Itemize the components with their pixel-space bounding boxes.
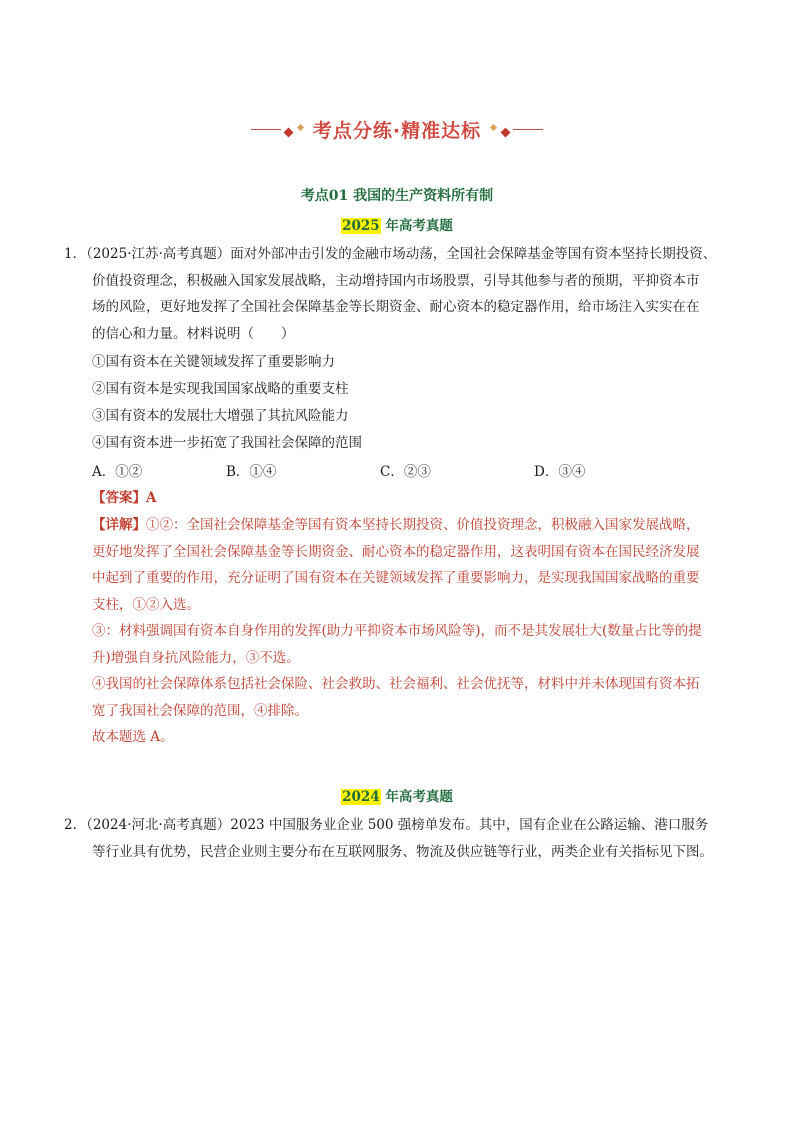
year-suffix: 年高考真题 (380, 218, 453, 234)
year-suffix: 年高考真题 (380, 789, 453, 805)
question-1-line-4: 的信心和力量。材料说明（ ） (92, 325, 295, 342)
answer-line (92, 485, 156, 511)
year-label-2024 (0, 785, 794, 805)
question-number: 1． (64, 246, 87, 262)
year-highlight: 2025 (342, 218, 380, 234)
year-label-2025 (0, 214, 794, 234)
section-banner (0, 112, 794, 146)
question-1-line-1: 1．（2025·江苏·高考真题）面对外部冲击引发的金融市场动荡，全国社会保障基金等国有资本坚持长期投资、 (64, 246, 717, 262)
option-2: ②国有资本是实现我国国家战略的重要支柱 (92, 381, 349, 397)
question-number: 2． (64, 817, 87, 833)
banner-right-line (513, 129, 543, 130)
answer-value: A (146, 490, 157, 506)
detail-line-1: 【详解】①②：全国社会保障基金等国有资本坚持长期投资、价值投资理念，积极融入国家发展战略， (92, 517, 700, 533)
detail-line-5: ③：材料强调国有资本自身作用的发挥(助力平抑资本市场风险等)，而不是其发展壮大(数量占比等的提 (92, 623, 702, 639)
detail-line-2: 更好地发挥了全国社会保障基金等长期资金、耐心资本的稳定器作用，这表明国有资本在国民经济发展 (92, 543, 700, 560)
section-title: 考点01 我国的生产资料所有制 (300, 188, 494, 204)
banner-title: 考点分练·精准达标 (312, 119, 482, 142)
year-highlight: 2024 (342, 789, 380, 805)
question-2-line-1: 2．（2024·河北·高考真题）2023 中国服务业企业 500 强榜单发布。其中，国有企业在公路运输、港口服务 (64, 817, 709, 833)
choice-d[interactable]: D．③④ (534, 464, 586, 480)
choice-a[interactable]: A．①② (92, 464, 143, 480)
option-1: ①国有资本在关键领域发挥了重要影响力 (92, 354, 335, 370)
banner-left-line (251, 129, 281, 130)
option-3: ③国有资本的发展壮大增强了其抗风险能力 (92, 408, 349, 424)
detail-conclusion: 故本题选 A。 (92, 729, 174, 745)
option-4: ④国有资本进一步拓宽了我国社会保障的范围 (92, 435, 362, 451)
detail-label: 【详解】 (92, 517, 146, 533)
question-2-line-2: 等行业具有优势，民营企业则主要分布在互联网服务、物流及供应链等行业，两类企业有关指标见下图。 (92, 843, 713, 860)
banner-left-small-diamond-icon (297, 123, 304, 130)
banner-right-small-diamond-icon (490, 123, 497, 130)
banner-left-diamond-icon (283, 127, 293, 137)
detail-line-7: ④我国的社会保障体系包括社会保险、社会救助、社会福利、社会优抚等，材料中并未体现国有资本拓 (92, 676, 700, 692)
choice-c[interactable]: C．②③ (380, 464, 431, 480)
detail-line-4: 支柱，①②入选。 (92, 596, 200, 613)
detail-line-6: 升)增强自身抗风险能力，③不选。 (92, 649, 300, 666)
banner-right-diamond-icon (501, 127, 511, 137)
question-1-line-3: 场的风险，更好地发挥了全国社会保障基金等长期资金、耐心资本的稳定器作用，给市场注入实实在在 (92, 299, 700, 315)
answer-detail (92, 512, 732, 751)
detail-line-8: 宽了我国社会保障的范围，④排除。 (92, 702, 308, 719)
answer-label: 【答案】 (92, 490, 146, 506)
choice-b[interactable]: B．①④ (226, 464, 277, 480)
question-1-stem (64, 241, 744, 347)
answer-choices (92, 459, 692, 485)
question-2-stem (64, 812, 744, 865)
detail-line-3: 中起到了重要的作用，充分证明了国有资本在关键领域发挥了重要影响力，是实现我国国家战略的重要 (92, 570, 700, 586)
question-1-line-2: 价值投资理念，积极融入国家发展战略，主动增持国内市场股票，引导其他参与者的预期，平抑资本市 (92, 272, 700, 289)
